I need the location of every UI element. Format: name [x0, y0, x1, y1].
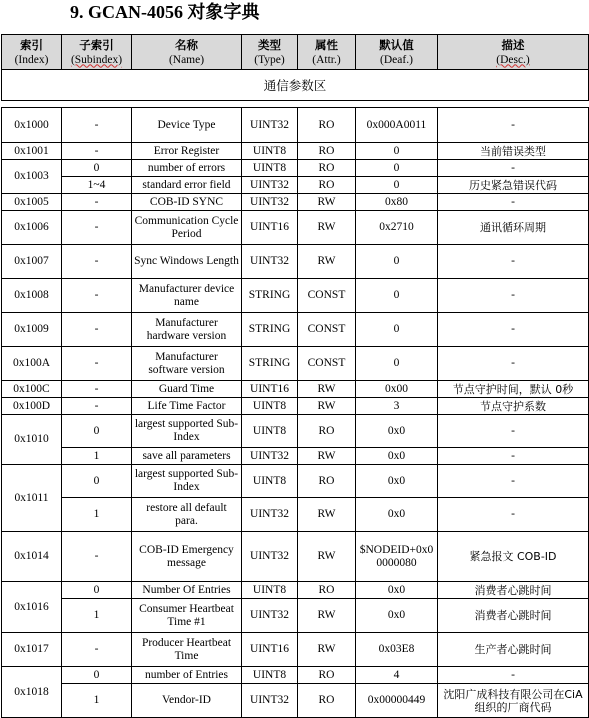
cell-desc: 节点守护系数: [438, 398, 589, 415]
table-row: [2, 160, 589, 177]
cell-desc: -: [438, 160, 589, 177]
cell-type: UINT8: [242, 465, 298, 498]
cell-subindex: 0: [62, 415, 132, 448]
cell-attr: RW: [298, 211, 356, 245]
cell-index: 0x1014: [2, 532, 62, 582]
cell-index: 0x1003: [2, 160, 62, 194]
cell-index: 0x1008: [2, 279, 62, 313]
column-header-index: 索引 (Index): [2, 35, 62, 70]
cell-index: 0x1016: [2, 582, 62, 633]
cell-name: largest supported Sub-Index: [132, 465, 242, 498]
cell-default: 0x00000449: [356, 684, 438, 718]
cell-subindex: -: [62, 245, 132, 279]
cell-index: 0x1010: [2, 415, 62, 465]
cell-default: 0x0: [356, 498, 438, 532]
cell-subindex: -: [62, 347, 132, 381]
page-title: 9. GCAN-4056 对象字典: [70, 2, 260, 22]
cell-desc: -: [438, 667, 589, 684]
cell-desc: 节点守护时间，默认 0秒: [438, 381, 589, 398]
cell-name: restore all default para.: [132, 498, 242, 532]
table-row: [2, 532, 589, 582]
cell-attr: RW: [298, 381, 356, 398]
cell-default: 0: [356, 160, 438, 177]
cell-desc: 消费者心跳时间: [438, 582, 589, 599]
cell-index: 0x100A: [2, 347, 62, 381]
cell-index: 0x1007: [2, 245, 62, 279]
cell-type: UINT32: [242, 532, 298, 582]
cell-type: UINT16: [242, 381, 298, 398]
cell-subindex: 1~4: [62, 177, 132, 194]
cell-desc: 消费者心跳时间: [438, 599, 589, 633]
cell-attr: CONST: [298, 347, 356, 381]
cell-desc: -: [438, 313, 589, 347]
cell-subindex: -: [62, 143, 132, 160]
table-row: [2, 347, 589, 381]
cell-attr: RO: [298, 177, 356, 194]
cell-type: UINT8: [242, 160, 298, 177]
cell-desc: 通讯循环周期: [438, 211, 589, 245]
cell-type: UINT8: [242, 582, 298, 599]
cell-index: 0x1001: [2, 143, 62, 160]
cell-subindex: -: [62, 279, 132, 313]
cell-subindex: 1: [62, 599, 132, 633]
cell-subindex: -: [62, 313, 132, 347]
cell-type: UINT32: [242, 448, 298, 465]
table-row: [2, 398, 589, 415]
table-row: [2, 313, 589, 347]
cell-default: 0: [356, 347, 438, 381]
cell-desc: -: [438, 498, 589, 532]
cell-type: UINT32: [242, 245, 298, 279]
cell-subindex: 0: [62, 582, 132, 599]
cell-default: 0: [356, 313, 438, 347]
table-row: [2, 684, 589, 718]
table-header-row: [2, 35, 589, 70]
column-header-type: 类型 (Type): [242, 35, 298, 70]
cell-subindex: 1: [62, 684, 132, 718]
cell-subindex: 0: [62, 160, 132, 177]
cell-index: 0x100C: [2, 381, 62, 398]
cell-subindex: 1: [62, 498, 132, 532]
cell-index: 0x1018: [2, 667, 62, 718]
cell-attr: RO: [298, 582, 356, 599]
cell-index: 0x1005: [2, 194, 62, 211]
column-header-name: 名称 (Name): [132, 35, 242, 70]
cell-default: $NODEID+0x00000080: [356, 532, 438, 582]
cell-default: 0: [356, 279, 438, 313]
cell-index: 0x100D: [2, 398, 62, 415]
cell-name: Communication Cycle Period: [132, 211, 242, 245]
cell-attr: RW: [298, 194, 356, 211]
cell-name: Consumer Heartbeat Time #1: [132, 599, 242, 633]
cell-attr: RO: [298, 667, 356, 684]
cell-attr: RW: [298, 448, 356, 465]
cell-name: Vendor-ID: [132, 684, 242, 718]
cell-desc: 当前错误类型: [438, 143, 589, 160]
cell-name: Manufacturer device name: [132, 279, 242, 313]
cell-type: UINT32: [242, 177, 298, 194]
table-row: [2, 108, 589, 143]
table-row: [2, 415, 589, 448]
cell-default: 0x0: [356, 448, 438, 465]
cell-desc: 紧急报文 COB-ID: [438, 532, 589, 582]
column-header-attr: 属性 (Attr.): [298, 35, 356, 70]
cell-subindex: -: [62, 633, 132, 667]
cell-desc: -: [438, 465, 589, 498]
cell-attr: RO: [298, 465, 356, 498]
cell-default: 0x0: [356, 465, 438, 498]
table-row: [2, 599, 589, 633]
cell-type: UINT32: [242, 684, 298, 718]
cell-type: UINT32: [242, 599, 298, 633]
cell-name: Error Register: [132, 143, 242, 160]
cell-default: 3: [356, 398, 438, 415]
cell-default: 4: [356, 667, 438, 684]
cell-desc: -: [438, 194, 589, 211]
cell-index: 0x1011: [2, 465, 62, 532]
cell-type: UINT8: [242, 398, 298, 415]
table-row: [2, 194, 589, 211]
cell-type: STRING: [242, 313, 298, 347]
cell-desc: 沈阳广成科技有限公司在CiA组织的厂商代码: [438, 684, 589, 718]
cell-attr: RW: [298, 633, 356, 667]
cell-type: STRING: [242, 279, 298, 313]
cell-type: UINT32: [242, 498, 298, 532]
section-row: [2, 70, 589, 101]
table-row: [2, 381, 589, 398]
cell-attr: RW: [298, 245, 356, 279]
table-row: [2, 633, 589, 667]
cell-name: COB-ID SYNC: [132, 194, 242, 211]
cell-desc: -: [438, 279, 589, 313]
cell-name: Sync Windows Length: [132, 245, 242, 279]
cell-desc: -: [438, 448, 589, 465]
cell-attr: RO: [298, 684, 356, 718]
table-row: [2, 279, 589, 313]
cell-name: Guard Time: [132, 381, 242, 398]
cell-type: UINT32: [242, 108, 298, 143]
column-header-default: 默认值 (Deaf.): [356, 35, 438, 70]
cell-default: 0x80: [356, 194, 438, 211]
cell-subindex: -: [62, 532, 132, 582]
cell-attr: RO: [298, 143, 356, 160]
cell-subindex: -: [62, 381, 132, 398]
cell-default: 0x0: [356, 582, 438, 599]
cell-subindex: -: [62, 194, 132, 211]
cell-type: UINT32: [242, 194, 298, 211]
table-row: [2, 465, 589, 498]
cell-default: 0x000A0011: [356, 108, 438, 143]
cell-index: 0x1009: [2, 313, 62, 347]
cell-index: 0x1000: [2, 108, 62, 143]
cell-name: Manufacturer software version: [132, 347, 242, 381]
cell-name: Life Time Factor: [132, 398, 242, 415]
cell-attr: RO: [298, 415, 356, 448]
cell-name: save all parameters: [132, 448, 242, 465]
cell-type: UINT16: [242, 633, 298, 667]
object-dictionary-table: [1, 34, 589, 718]
spacer-row: [2, 101, 589, 108]
cell-subindex: 0: [62, 667, 132, 684]
cell-desc: 生产者心跳时间: [438, 633, 589, 667]
cell-default: 0x0: [356, 599, 438, 633]
cell-attr: CONST: [298, 279, 356, 313]
cell-attr: RW: [298, 599, 356, 633]
table-row: [2, 143, 589, 160]
cell-subindex: -: [62, 211, 132, 245]
cell-type: UINT8: [242, 143, 298, 160]
cell-type: STRING: [242, 347, 298, 381]
table-row: [2, 211, 589, 245]
cell-name: Number Of Entries: [132, 582, 242, 599]
cell-desc: -: [438, 415, 589, 448]
cell-name: number of Entries: [132, 667, 242, 684]
cell-index: 0x1017: [2, 633, 62, 667]
table-row: [2, 245, 589, 279]
cell-name: Producer Heartbeat Time: [132, 633, 242, 667]
cell-name: number of errors: [132, 160, 242, 177]
column-header-desc: 描述 (Desc.): [438, 35, 589, 70]
cell-attr: RO: [298, 160, 356, 177]
table-row: [2, 498, 589, 532]
cell-default: 0x0: [356, 415, 438, 448]
cell-subindex: -: [62, 108, 132, 143]
cell-desc: -: [438, 245, 589, 279]
cell-default: 0x00: [356, 381, 438, 398]
cell-type: UINT8: [242, 415, 298, 448]
cell-default: 0: [356, 245, 438, 279]
cell-desc: -: [438, 108, 589, 143]
cell-index: 0x1006: [2, 211, 62, 245]
section-title: 通信参数区: [2, 70, 589, 101]
cell-subindex: 1: [62, 448, 132, 465]
cell-default: 0: [356, 143, 438, 160]
cell-attr: RO: [298, 108, 356, 143]
cell-attr: RW: [298, 532, 356, 582]
cell-subindex: -: [62, 398, 132, 415]
table-row: [2, 448, 589, 465]
cell-type: UINT8: [242, 667, 298, 684]
cell-attr: CONST: [298, 313, 356, 347]
cell-type: UINT16: [242, 211, 298, 245]
cell-name: largest supported Sub-Index: [132, 415, 242, 448]
cell-attr: RW: [298, 498, 356, 532]
cell-desc: -: [438, 347, 589, 381]
table-row: [2, 177, 589, 194]
column-header-subindex: 子索引 (Subindex): [62, 35, 132, 70]
cell-subindex: 0: [62, 465, 132, 498]
cell-attr: RW: [298, 398, 356, 415]
cell-default: 0: [356, 177, 438, 194]
cell-name: COB-ID Emergency message: [132, 532, 242, 582]
cell-name: Device Type: [132, 108, 242, 143]
cell-default: 0x03E8: [356, 633, 438, 667]
table-row: [2, 667, 589, 684]
cell-default: 0x2710: [356, 211, 438, 245]
cell-name: standard error field: [132, 177, 242, 194]
table-row: [2, 582, 589, 599]
cell-name: Manufacturer hardware version: [132, 313, 242, 347]
cell-desc: 历史紧急错误代码: [438, 177, 589, 194]
